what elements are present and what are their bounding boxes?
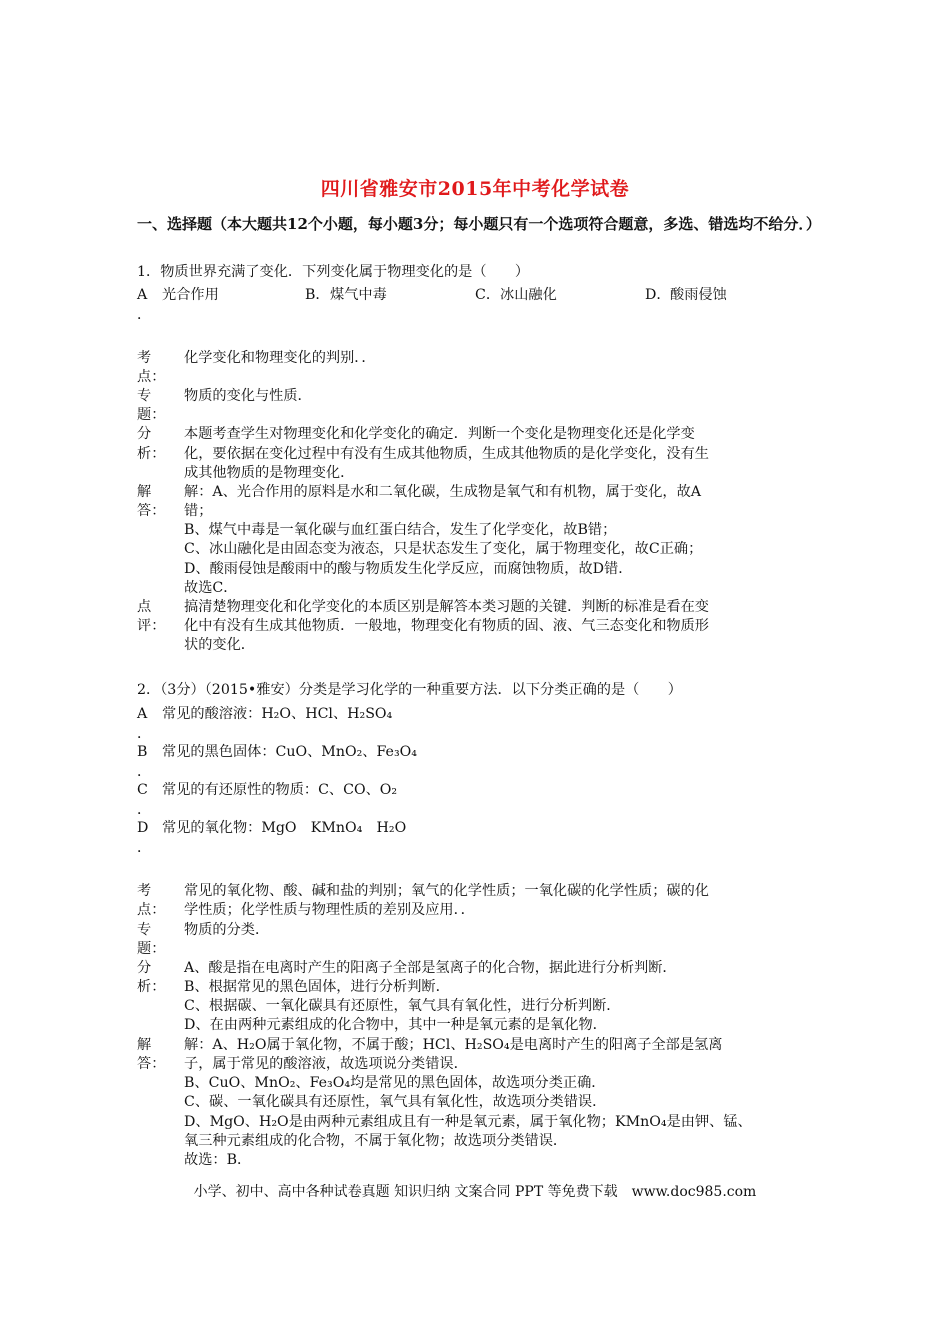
q1-option-a-text: 光合作用 [162, 287, 219, 303]
q2-fenxi-label-1: 分 [137, 960, 152, 976]
q1-kaodian-text: 化学变化和物理变化的判别．． [184, 350, 376, 366]
q1-zhuanti-label-1: 专 [137, 388, 152, 404]
q1-fenxi-label-2: 析： [137, 446, 166, 462]
q1-dianping-label-2: 评： [137, 618, 166, 634]
q1-jieda-line-6: 故选C． [184, 580, 238, 596]
q1-kaodian-label-2: 点： [137, 369, 166, 385]
q1-zhuanti-label-2: 题： [137, 407, 166, 423]
q1-jieda-line-2: 错； [184, 503, 213, 519]
exam-title: 四川省雅安市2015年中考化学试卷 [320, 178, 630, 200]
q2-option-d-text: 常见的氧化物：MgO KMnO₄ H₂O [162, 820, 407, 836]
q1-jieda-label-2: 答： [137, 503, 166, 519]
q1-fenxi-line-2: 化，要依据在变化过程中有没有生成其他物质，生成其他物质的是化学变化，没有生 [184, 446, 709, 462]
q1-dianping-line-1: 搞清楚物理变化和化学变化的本质区别是解答本类习题的关键．判断的标准是看在变 [184, 599, 709, 615]
q1-dianping-line-3: 状的变化． [184, 637, 255, 653]
q2-fenxi-label-2: 析： [137, 979, 166, 995]
q1-jieda-line-1: 解：A、光合作用的原料是水和二氧化碳，生成物是氧气和有机物，属于变化，故A [184, 484, 702, 500]
page-footer: 小学、初中、高中各种试卷真题 知识归纳 文案合同 PPT 等免费下载 www.doc985.com [193, 1184, 757, 1200]
q1-jieda-label-1: 解 [137, 484, 152, 500]
q2-fenxi-line-3: C、根据碳、一氧化碳具有还原性，氧气具有氧化性，进行分析判断． [184, 998, 621, 1014]
q2-option-c-dot: ． [137, 802, 152, 818]
q1-zhuanti-text: 物质的变化与性质． [184, 388, 312, 404]
q1-option-c-letter: C． [475, 287, 501, 303]
q1-kaodian-label-1: 考 [137, 350, 152, 366]
q1-option-b-letter: B． [305, 287, 330, 303]
q2-option-a-dot: ． [137, 726, 152, 742]
q1-option-a-dot: ． [137, 307, 152, 323]
q1-option-a-letter: A [137, 287, 148, 303]
q2-zhuanti-label-1: 专 [137, 922, 152, 938]
q2-kaodian-label-2: 点： [137, 902, 166, 918]
q2-option-b-dot: ． [137, 764, 152, 780]
q2-kaodian-label-1: 考 [137, 883, 152, 899]
q2-jieda-line-7: 故选：B． [184, 1152, 252, 1168]
q1-dianping-label-1: 点 [137, 599, 152, 615]
q2-option-c-letter: C [137, 782, 148, 798]
q1-option-b-text: 煤气中毒 [330, 287, 387, 303]
q2-jieda-line-5: D、MgO、H₂O是由两种元素组成且有一种是氧元素，属于氧化物；KMnO₄是由钾、锰、 [184, 1114, 752, 1130]
q2-option-d-letter: D [137, 820, 149, 836]
q1-fenxi-label-1: 分 [137, 426, 152, 442]
q2-zhuanti-text: 物质的分类． [184, 922, 270, 938]
q1-jieda-line-3: B、煤气中毒是一氧化碳与血红蛋白结合，发生了化学变化，故B错； [184, 522, 617, 538]
q2-jieda-line-1: 解：A、H₂O属于氧化物，不属于酸；HCl、H₂SO₄是电离时产生的阳离子全部是氢离 [184, 1037, 723, 1053]
q2-jieda-label-2: 答： [137, 1056, 166, 1072]
q1-option-d-text: 酸雨侵蚀 [670, 287, 727, 303]
q2-kaodian-line-1: 常见的氧化物、酸、碱和盐的判别；氧气的化学性质；一氧化碳的化学性质；碳的化 [184, 883, 709, 899]
q1-option-c-text: 冰山融化 [500, 287, 557, 303]
q2-jieda-line-3: B、CuO、MnO₂、Fe₃O₄均是常见的黑色固体，故选项分类正确． [184, 1075, 606, 1091]
q2-fenxi-line-4: D、在由两种元素组成的化合物中，其中一种是氧元素的是氧化物． [184, 1017, 607, 1033]
q2-option-d-dot: ． [137, 840, 152, 856]
q2-option-a-letter: A [137, 706, 148, 722]
q2-jieda-line-2: 子，属于常见的酸溶液，故选项说分类错误． [184, 1056, 468, 1072]
q2-zhuanti-label-2: 题： [137, 941, 166, 957]
q2-jieda-label-1: 解 [137, 1037, 152, 1053]
q2-jieda-line-6: 氧三种元素组成的化合物，不属于氧化物；故选项分类错误． [184, 1133, 568, 1149]
q1-jieda-line-5: D、酸雨侵蚀是酸雨中的酸与物质发生化学反应，而腐蚀物质，故D错． [184, 561, 633, 577]
q2-option-b-letter: B [137, 744, 148, 760]
q2-fenxi-line-1: A、酸是指在电离时产生的阳离子全部是氢离子的化合物，据此进行分析判断． [184, 960, 677, 976]
q1-fenxi-line-1: 本题考查学生对物理变化和化学变化的确定．判断一个变化是物理变化还是化学变 [184, 426, 695, 442]
q2-option-b-text: 常见的黑色固体：CuO、MnO₂、Fe₃O₄ [162, 744, 417, 760]
q1-jieda-line-4: C、冰山融化是由固态变为液态，只是状态发生了变化，属于物理变化，故C正确； [184, 541, 703, 557]
q2-stem: 2．（3分）（2015•雅安）分类是学习化学的一种重要方法．以下分类正确的是（ ） [137, 682, 682, 698]
q2-kaodian-line-2: 学性质；化学性质与物理性质的差别及应用．． [184, 902, 475, 918]
q1-option-d-letter: D． [645, 287, 671, 303]
q2-fenxi-line-2: B、根据常见的黑色固体，进行分析判断． [184, 979, 450, 995]
q2-option-a-text: 常见的酸溶液：H₂O、HCl、H₂SO₄ [162, 706, 393, 722]
q2-jieda-line-4: C、碳、一氧化碳具有还原性，氧气具有氧化性，故选项分类错误． [184, 1094, 607, 1110]
q1-fenxi-line-3: 成其他物质的是物理变化． [184, 465, 355, 481]
q1-stem: 1．物质世界充满了变化．下列变化属于物理变化的是（ ） [137, 264, 530, 280]
section-heading: 一、选择题（本大题共12个小题，每小题3分；每小题只有一个选项符合题意，多选、错选均不给分．） [137, 215, 821, 233]
q1-dianping-line-2: 化中有没有生成其他物质．一般地，物理变化有物质的固、液、气三态变化和物质形 [184, 618, 709, 634]
q2-option-c-text: 常见的有还原性的物质：C、CO、O₂ [162, 782, 398, 798]
